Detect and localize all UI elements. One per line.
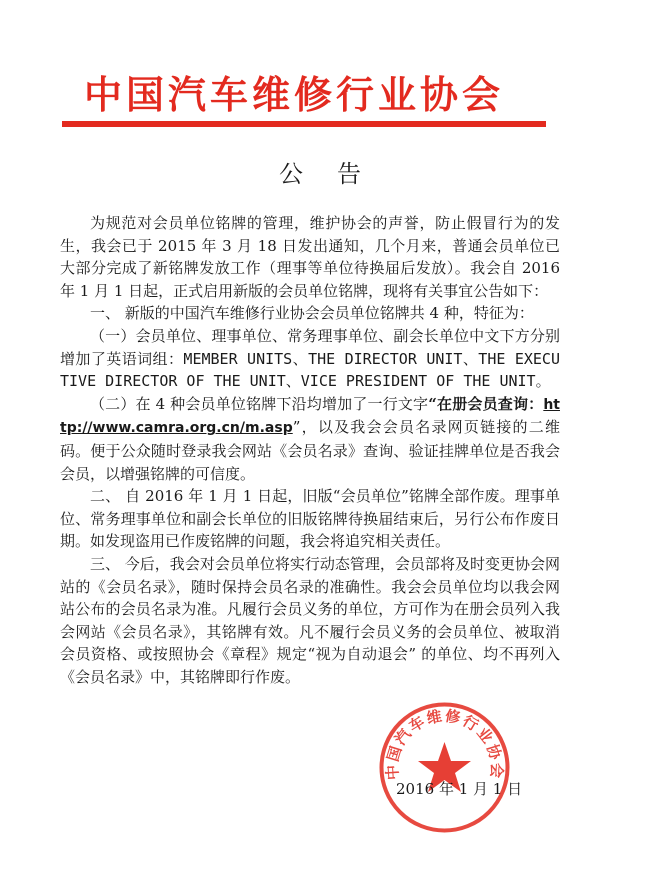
section-one-item-one: （一）会员单位、理事单位、常务理事单位、副会长单位中文下方分别增加了英语词组：MEMBER UNITS、THE DIRECTOR UNIT、THE EXECUTIVE DIRECTOR OF THE UNIT、VICE PRESIDENT OF THE UNIT。 (60, 326, 560, 391)
intro-paragraph: 为规范对会员单位铭牌的管理，维护协会的声誉，防止假冒行为的发生，我会已于 2015 年 3 月 18 日发出通知，几个月来，普通会员单位已大部分完成了新铭牌发放工作（理事等单位待换届后发放）。我会自 2016 年 1 月 1 日起，正式启用新版的会员单位铭牌，现将有关事宜公告如下： (60, 214, 560, 300)
official-seal (377, 700, 512, 835)
notice-date: 2016 年 1 月 1 日 (396, 780, 523, 798)
section-one-heading: 一、 新版的中国汽车维修行业协会会员单位铭牌共 4 种，特征为： (90, 304, 534, 323)
organization-name: 中国汽车维修行业协会 (84, 73, 505, 117)
notice-title: 公告 (279, 160, 395, 188)
section-two-paragraph: 二、 自 2016 年 1 月 1 日起，旧版“会员单位”铭牌全部作废。理事单位、常务理事单位和副会长单位的旧版铭牌待换届结束后，另行公布作废日期。如发现盗用已作废铭牌的问题，我会将追究相关责任。 (60, 487, 560, 551)
header-divider (62, 121, 546, 127)
notice-body (60, 212, 560, 688)
item-two-prefix: （二）在 4 种会员单位铭牌下沿均增加了一行文字 (90, 394, 429, 413)
section-three-paragraph: 三、 今后，我会对会员单位将实行动态管理，会员部将及时变更协会网站的《会员名录》，随时保持会员名录的准确性。我会会员单位均以我会网站公布的会员名录为准。凡履行会员义务的单位，方可作为在册会员列入我会网站《会员名录》，其铭牌有效。凡不履行会员义务的会员单位、被取消会员资格、或按照协会《章程》规定“视为自动退会” 的单位、均不再列入《会员名录》中，其铭牌即行作废。 (60, 554, 560, 686)
member-query-link[interactable]: http://www.camra.org.cn/m.asp (60, 396, 560, 437)
item-two-quoted: “在册会员查询： (428, 394, 544, 413)
seal-text: 中国汽车维修行业协会 (383, 706, 506, 781)
section-one-item-two (60, 393, 560, 485)
item-two-suffix: ”，以及我会会员名录网页链接的二维码。便于公众随时登录我会网站《会员名录》查询、验证挂牌单位是否我会会员，以增强铭牌的可信度。 (60, 418, 560, 483)
